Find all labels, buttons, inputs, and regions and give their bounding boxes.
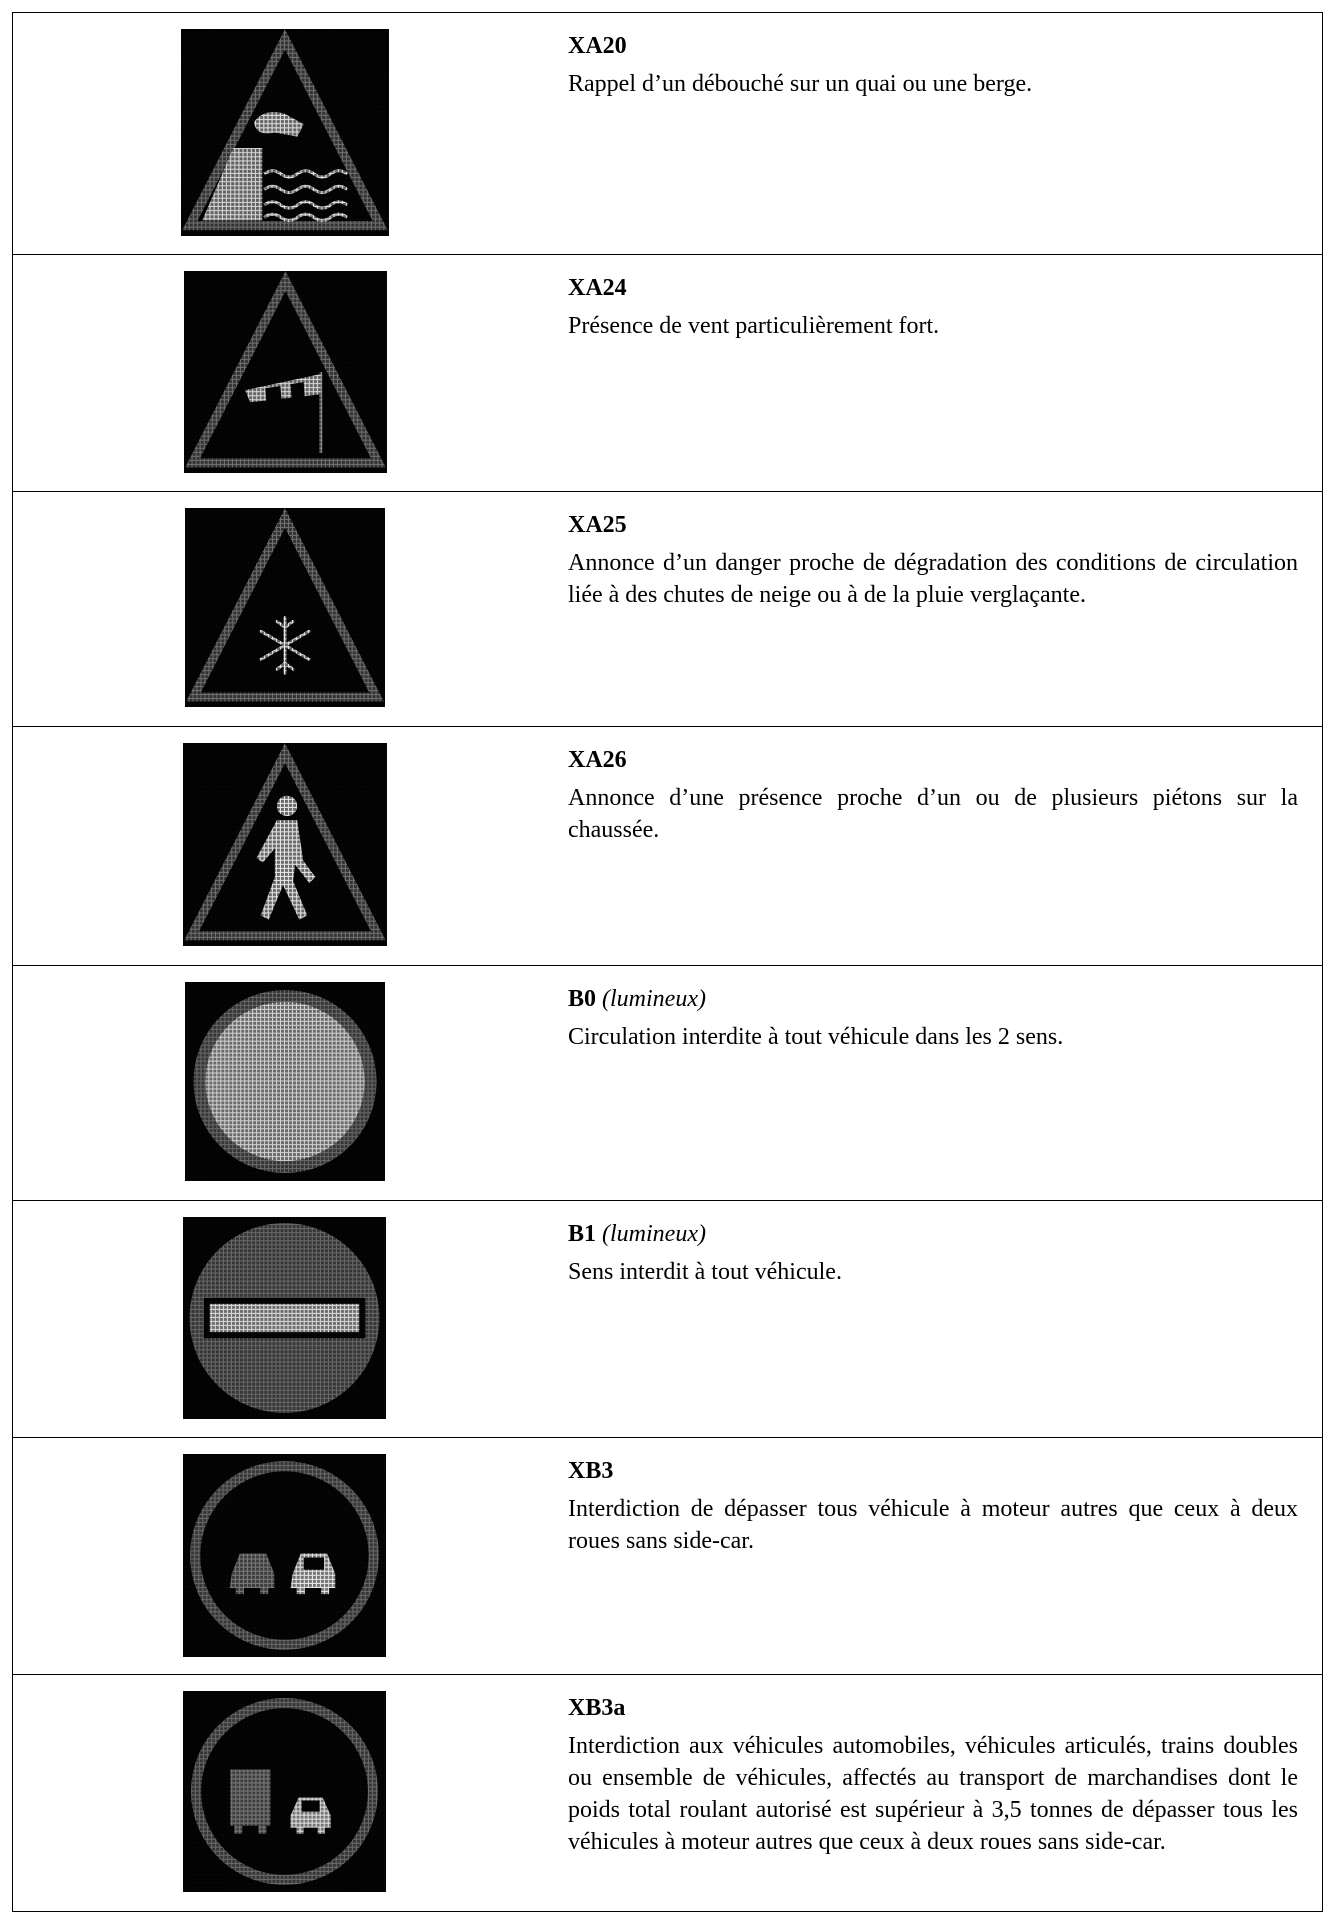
table-row: [12, 255, 1323, 492]
sign-description: Sens interdit à tout véhicule.: [568, 1259, 842, 1285]
table-row: [12, 1201, 1323, 1438]
sign-text: [568, 31, 1298, 100]
sign-code: XA25: [568, 512, 627, 538]
pedestrian-warning-icon: [183, 743, 387, 946]
sign-code: XA24: [568, 275, 627, 301]
quay-warning-icon: [181, 29, 389, 236]
windsock-warning-icon: [184, 271, 387, 473]
snowflake-warning-icon: [185, 508, 385, 707]
table-row: [12, 1438, 1323, 1675]
table-row: [12, 492, 1323, 727]
sign-text: [568, 1456, 1298, 1557]
sign-text: [568, 1219, 1298, 1288]
sign-description: Annonce d’une présence proche d’un ou de plusieurs piétons sur la chaussée.: [568, 785, 1298, 843]
sign-code: B0 (lumineux): [568, 986, 706, 1012]
no-vehicles-icon: [185, 982, 385, 1181]
sign-text: [568, 273, 1298, 342]
sign-code: B1 (lumineux): [568, 1221, 706, 1247]
sign-description: Présence de vent particulièrement fort.: [568, 313, 940, 339]
sign-code: XB3: [568, 1458, 614, 1484]
sign-text: [568, 745, 1298, 846]
table-row: [12, 727, 1323, 966]
sign-text: [568, 1693, 1298, 1858]
no-entry-icon: [183, 1217, 386, 1419]
table-row: [12, 12, 1323, 255]
sign-description: Annonce d’un danger proche de dégradation des conditions de circulation liée à des chutes de neige ou à de la pluie verglaçante.: [568, 550, 1298, 608]
table-row: [12, 966, 1323, 1201]
sign-description: Rappel d’un débouché sur un quai ou une berge.: [568, 71, 1033, 97]
sign-code: XA26: [568, 747, 627, 773]
no-overtaking-trucks-icon: [183, 1691, 386, 1892]
table-row: [12, 1675, 1323, 1912]
no-overtaking-icon: [183, 1454, 386, 1657]
sign-description: Interdiction aux véhicules automobiles, véhicules articulés, trains doubles ou ensemble de véhicules, affectés au transport de marchandises dont le poids total roulant autorisé est supérieur à 3,5 tonnes de dépasser tous les véhicules à moteur autres que ceux à deux roues sans side-car.: [568, 1733, 1298, 1855]
sign-code: XB3a: [568, 1695, 626, 1721]
sign-code: XA20: [568, 33, 627, 59]
sign-text: [568, 984, 1298, 1053]
sign-description: Interdiction de dépasser tous véhicule à moteur autres que ceux à deux roues sans side-car.: [568, 1496, 1298, 1554]
sign-description: Circulation interdite à tout véhicule dans les 2 sens.: [568, 1024, 1064, 1050]
sign-text: [568, 510, 1298, 611]
